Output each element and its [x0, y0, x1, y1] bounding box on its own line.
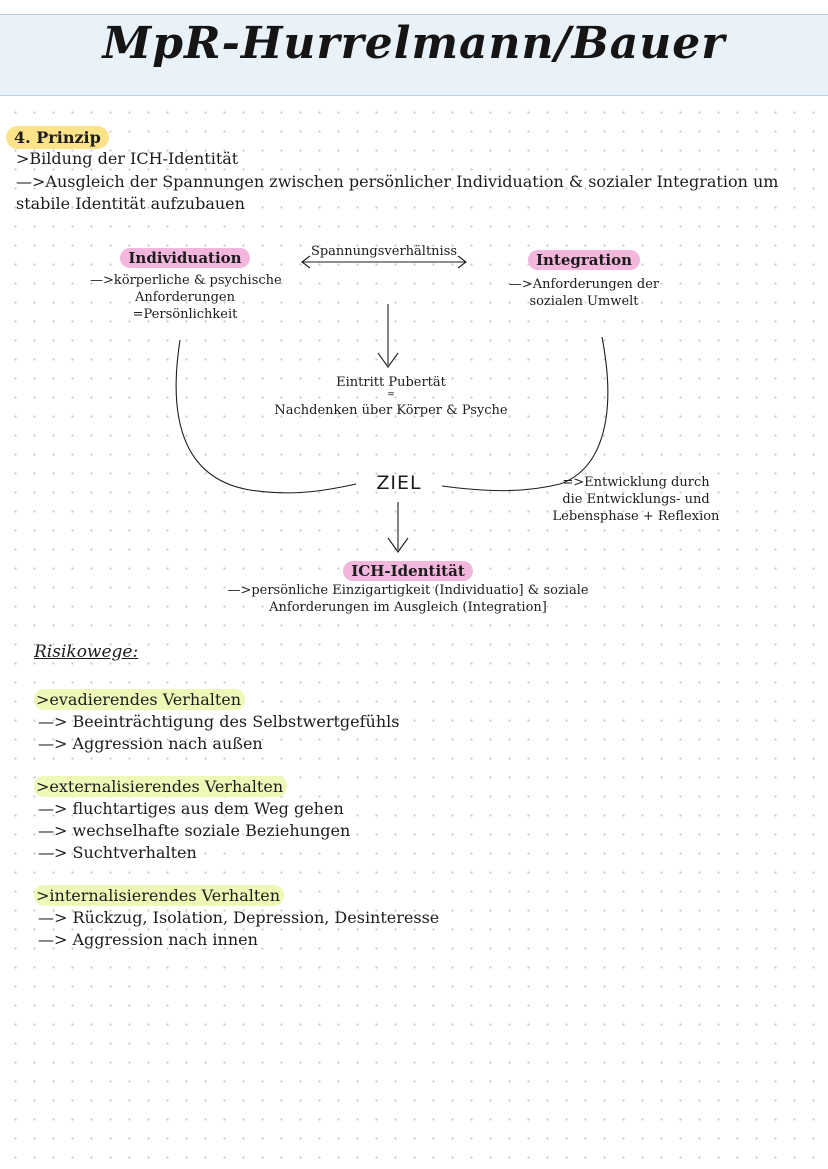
risk-group-1-label [34, 689, 245, 711]
individuation-line-2: Anforderungen [135, 290, 235, 305]
risk-group-1-item-1: —> Beeinträchtigung des Selbstwertgefühls [38, 712, 400, 731]
risk-group-2-label-text: >externalisierendes Verhalten [34, 776, 287, 797]
risk-group-1-label-text: >evadierendes Verhalten [34, 689, 245, 710]
risk-group-2-label [34, 776, 287, 798]
development-line-1: =>Entwicklung durch [562, 475, 710, 490]
goal-label: ZIEL [376, 472, 422, 494]
goal-arrow [388, 502, 408, 552]
identity-line-1: —>persönliche Einzigartigkeit (Individuatio] & soziale [227, 583, 589, 598]
puberty-line-3: Nachdenken über Körper & Psyche [274, 403, 508, 418]
principle-label-text: 4. Prinzip [6, 126, 109, 149]
risk-group-2-item-1: —> fluchtartiges aus dem Weg gehen [38, 799, 344, 818]
puberty-line-2: = [387, 390, 395, 400]
individuation-label: Individuation [120, 248, 249, 268]
identity-label: ICH-Identität [343, 561, 473, 581]
risk-group-3-item-2: —> Aggression nach innen [38, 930, 258, 949]
risk-group-1-item-2: —> Aggression nach außen [38, 734, 263, 753]
puberty-line-1: Eintritt Pubertät [336, 375, 446, 390]
principle-line-2: —>Ausgleich der Spannungen zwischen persönlicher Individuation & sozialer Integration um [16, 172, 779, 191]
risk-group-3-label-text: >internalisierendes Verhalten [34, 885, 284, 906]
risk-group-2-item-3: —> Suchtverhalten [38, 843, 197, 862]
integration-line-2: sozialen Umwelt [529, 294, 639, 309]
risk-group-2-item-2: —> wechselhafte soziale Beziehungen [38, 821, 351, 840]
risk-heading: Risikowege: [34, 642, 139, 662]
identity-node [212, 561, 604, 616]
individuation-line-1: —>körperliche & psychische [90, 273, 282, 288]
integration-node [494, 250, 674, 310]
risk-group-3-label [34, 885, 284, 907]
principle-line-3: stabile Identität aufzubauen [16, 194, 245, 213]
individuation-node [90, 248, 280, 323]
identity-line-2: Anforderungen im Ausgleich (Integration] [269, 600, 547, 615]
page-title: MpR-Hurrelmann/Bauer [102, 18, 726, 69]
integration-label: Integration [528, 250, 640, 270]
risk-group-3-item-1: —> Rückzug, Isolation, Depression, Desinteresse [38, 908, 440, 927]
development-node [548, 474, 724, 525]
integration-line-1: —>Anforderungen der [508, 277, 660, 292]
development-line-2: die Entwicklungs- und [562, 492, 710, 507]
individuation-line-3: =Persönlichkeit [132, 307, 238, 322]
puberty-arrow [378, 304, 398, 367]
principle-line-1: >Bildung der ICH-Identität [16, 149, 239, 168]
development-line-3: Lebensphase + Reflexion [552, 509, 720, 524]
tension-label: Spannungsverhältniss [310, 244, 458, 259]
puberty-node [262, 374, 520, 419]
